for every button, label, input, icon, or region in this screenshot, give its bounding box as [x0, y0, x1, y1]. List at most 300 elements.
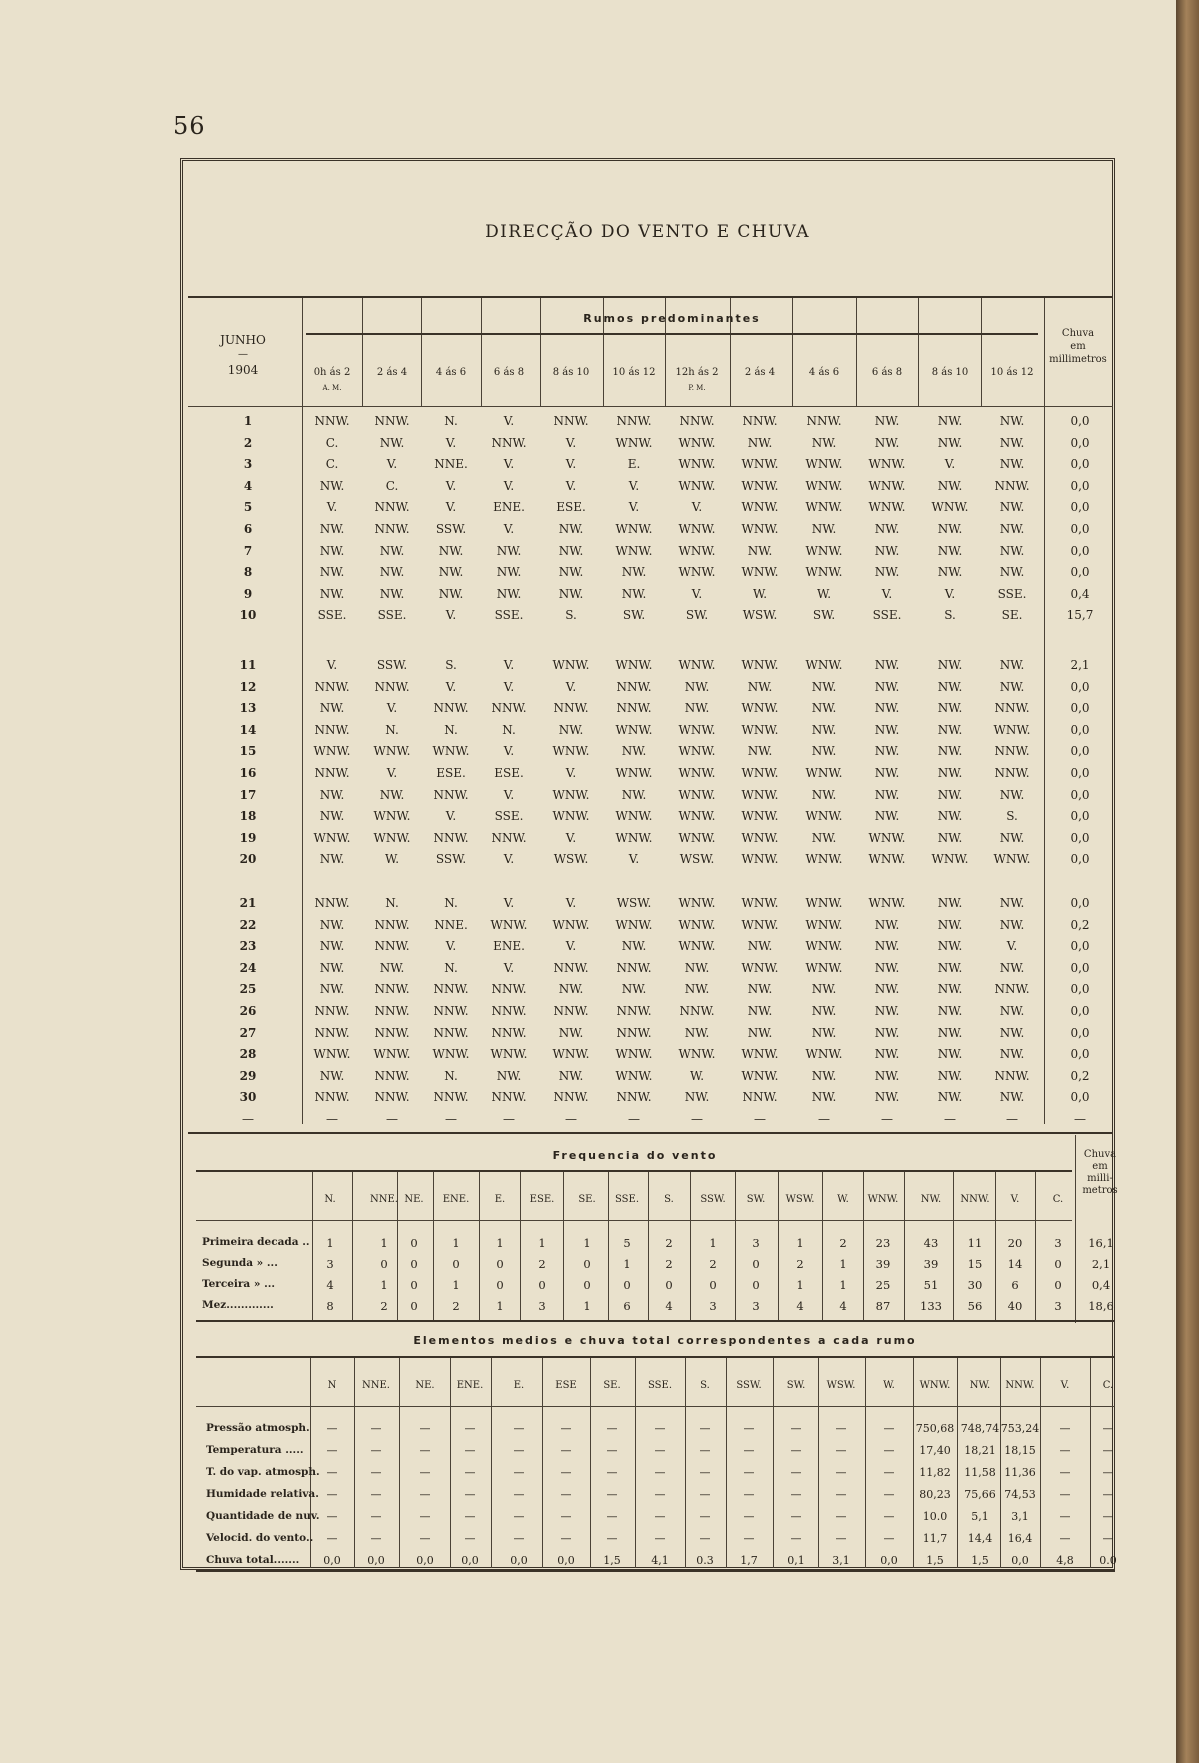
wind-direction-cell: V. — [1006, 939, 1018, 954]
wind-direction-cell: NW. — [811, 435, 837, 450]
frequencia-cell: 51 — [923, 1278, 939, 1292]
wind-direction-cell: WNW. — [741, 896, 779, 910]
wind-direction-cell: E. — [627, 457, 641, 472]
wind-direction-cell: WNW. — [552, 787, 590, 802]
wind-direction-cell: NW. — [999, 917, 1025, 932]
elementos-cell: 1,5 — [603, 1554, 621, 1567]
wind-direction-cell: NW. — [558, 722, 584, 737]
wind-direction-cell: WNW. — [552, 658, 590, 672]
wind-direction-cell: NW. — [558, 586, 584, 601]
elementos-cell: — — [835, 1510, 847, 1523]
frequencia-cell: 0 — [1054, 1278, 1062, 1292]
elementos-cell: 11,82 — [919, 1466, 951, 1479]
row-dash: — — [503, 1112, 515, 1126]
wind-direction-cell: NNW. — [742, 1090, 778, 1105]
column-rule — [520, 1172, 521, 1322]
wind-direction-cell: NW. — [937, 565, 963, 580]
wind-direction-cell: V. — [503, 896, 515, 910]
wind-direction-cell: V. — [628, 852, 640, 867]
wind-direction-cell: NW. — [999, 787, 1025, 802]
wind-direction-cell: WNW. — [868, 457, 906, 472]
wind-direction-cell: NNW. — [314, 896, 350, 910]
wind-direction-cell: NW. — [496, 586, 522, 601]
wind-direction-cell: NW. — [874, 787, 900, 802]
wind-direction-cell: WNW. — [552, 917, 590, 932]
wind-direction-cell: NNW. — [553, 701, 589, 716]
wind-direction-cell: NW. — [937, 830, 963, 845]
day-number: 12 — [239, 679, 257, 694]
frequencia-cell: 1 — [380, 1236, 388, 1250]
frequencia-cell: 0 — [752, 1278, 760, 1292]
elementos-cell: — — [1102, 1488, 1114, 1501]
column-rule — [904, 1172, 905, 1322]
elementos-cell: — — [1102, 1532, 1114, 1545]
elementos-cell: 1,5 — [926, 1554, 944, 1567]
column-rule — [608, 1172, 609, 1322]
elementos-column-header: W. — [883, 1380, 895, 1391]
wind-direction-cell: WNW. — [678, 787, 716, 802]
elementos-row-label: Quantidade de nuv. — [206, 1510, 320, 1522]
wind-direction-cell: V. — [445, 939, 457, 954]
wind-direction-cell: SSE. — [317, 608, 347, 623]
wind-direction-cell: NNW. — [491, 830, 527, 845]
elementos-column-header: NW. — [969, 1380, 991, 1391]
wind-direction-cell: NW. — [811, 1090, 837, 1105]
elementos-cell: — — [606, 1466, 618, 1479]
wind-direction-cell: NW. — [999, 960, 1025, 975]
wind-direction-cell: NW. — [684, 701, 710, 716]
wind-direction-cell: NW. — [558, 982, 584, 997]
period-header: 2 ás 4 — [744, 367, 776, 378]
wind-direction-cell: NW. — [937, 939, 963, 954]
wind-direction-cell: WNW. — [678, 917, 716, 932]
frequencia-cell: 1 — [796, 1236, 804, 1250]
wind-direction-cell: NW. — [811, 701, 837, 716]
wind-direction-cell: WNW. — [805, 1047, 843, 1062]
wind-direction-cell: NW. — [621, 586, 647, 601]
wind-direction-cell: V. — [386, 701, 398, 716]
wind-direction-cell: WNW. — [993, 722, 1031, 737]
row-dash: — — [944, 1112, 956, 1126]
wind-direction-cell: V. — [445, 478, 457, 493]
frequencia-rain-header: metros — [1082, 1185, 1118, 1196]
rule-line — [188, 1132, 1113, 1134]
wind-direction-cell: NW. — [999, 543, 1025, 558]
wind-direction-cell: WNW. — [552, 809, 590, 824]
frequencia-column-header: SE. — [578, 1194, 596, 1205]
column-rule — [354, 1358, 355, 1568]
elementos-cell: — — [326, 1532, 338, 1545]
wind-direction-cell: WNW. — [805, 917, 843, 932]
wind-direction-cell: V. — [691, 500, 703, 515]
rain-value-cell: 0,0 — [1070, 787, 1090, 802]
column-rule — [635, 1358, 636, 1568]
rule-line — [306, 333, 1038, 335]
day-number: 27 — [239, 1025, 257, 1040]
day-number: 16 — [239, 766, 257, 780]
wind-direction-cell: NW. — [874, 414, 900, 428]
wind-direction-cell: NW. — [319, 478, 345, 493]
wind-direction-cell: NW. — [811, 722, 837, 737]
row-dash: — — [628, 1112, 640, 1126]
frequencia-cell: 40 — [1007, 1299, 1023, 1313]
rain-value-cell: 0,0 — [1070, 543, 1090, 558]
period-header: 8 ás 10 — [552, 367, 590, 378]
elementos-cell: — — [790, 1422, 802, 1435]
wind-direction-cell: NNW. — [374, 1090, 410, 1105]
wind-direction-cell: NNW. — [314, 1025, 350, 1040]
rain-header-text: millimetros — [1049, 354, 1107, 365]
wind-direction-cell: NNW. — [314, 722, 350, 737]
day-number: 6 — [243, 522, 253, 536]
frequencia-cell: 2 — [796, 1257, 804, 1271]
day-number: 4 — [243, 478, 253, 493]
elementos-cell: — — [560, 1444, 572, 1457]
period-header: 0h ás 2 — [313, 367, 351, 378]
frequencia-cell: 3 — [538, 1299, 546, 1313]
rule-line — [196, 1320, 1115, 1322]
wind-direction-cell: WNW. — [741, 478, 779, 493]
elementos-cell: 750,68 — [915, 1422, 955, 1435]
wind-direction-cell: NW. — [999, 522, 1025, 536]
wind-direction-cell: NW. — [937, 766, 963, 780]
column-rule — [433, 1172, 434, 1322]
wind-direction-cell: NNW. — [374, 522, 410, 536]
wind-direction-cell: NW. — [937, 722, 963, 737]
frequencia-cell: 4 — [326, 1278, 334, 1292]
wind-direction-cell: V. — [503, 478, 515, 493]
wind-direction-cell: V. — [503, 960, 515, 975]
wind-direction-cell: NW. — [319, 917, 345, 932]
rain-value-cell: 0,0 — [1070, 522, 1090, 536]
rumos-heading: Rumos predominantes — [583, 312, 761, 325]
wind-direction-cell: NW. — [937, 701, 963, 716]
elementos-cell: — — [1059, 1488, 1071, 1501]
frequencia-cell: 56 — [967, 1299, 983, 1313]
elementos-cell: — — [835, 1444, 847, 1457]
wind-direction-cell: N. — [502, 722, 516, 737]
wind-direction-cell: NW. — [496, 565, 522, 580]
elementos-cell: — — [560, 1422, 572, 1435]
frequencia-cell: 1 — [583, 1299, 591, 1313]
frequencia-cell: 0 — [623, 1278, 631, 1292]
elementos-cell: — — [835, 1488, 847, 1501]
wind-direction-cell: NNW. — [374, 500, 410, 515]
elementos-cell: — — [1102, 1466, 1114, 1479]
elementos-cell: 18,21 — [964, 1444, 996, 1457]
wind-direction-cell: NNW. — [374, 939, 410, 954]
frequencia-cell: 20 — [1007, 1236, 1023, 1250]
wind-direction-cell: WNW. — [741, 457, 779, 472]
wind-direction-cell: NW. — [937, 543, 963, 558]
frequencia-cell: 1 — [583, 1236, 591, 1250]
rule-line — [196, 1170, 1072, 1172]
wind-direction-cell: NNW. — [679, 414, 715, 428]
frequencia-cell: 3 — [1054, 1236, 1062, 1250]
day-number: 15 — [239, 744, 257, 759]
frequencia-column-header: ESE. — [529, 1194, 555, 1205]
wind-direction-cell: NW. — [874, 766, 900, 780]
frequencia-cell: 1 — [538, 1236, 546, 1250]
elementos-cell: — — [883, 1510, 895, 1523]
elementos-cell: — — [606, 1532, 618, 1545]
wind-direction-cell: NNW. — [994, 1068, 1030, 1083]
period-header: 4 ás 6 — [808, 367, 840, 378]
frequencia-cell: 0 — [538, 1278, 546, 1292]
elementos-column-header: NNE. — [362, 1380, 390, 1391]
wind-direction-cell: NW. — [747, 1004, 773, 1018]
wind-direction-cell: WNW. — [678, 830, 716, 845]
elementos-cell: — — [326, 1488, 338, 1501]
frequencia-cell: 2 — [665, 1257, 673, 1271]
wind-direction-cell: NW. — [937, 1047, 963, 1062]
wind-direction-cell: NW. — [874, 543, 900, 558]
wind-direction-cell: NW. — [874, 1004, 900, 1018]
elementos-cell: — — [606, 1488, 618, 1501]
wind-direction-cell: NNW. — [553, 1090, 589, 1105]
wind-direction-cell: WNW. — [678, 522, 716, 536]
wind-direction-cell: V. — [565, 435, 577, 450]
wind-direction-cell: WNW. — [805, 500, 843, 515]
frequencia-cell: 0 — [410, 1299, 418, 1313]
rain-value-cell: 0,0 — [1070, 500, 1090, 515]
elementos-cell: — — [606, 1510, 618, 1523]
elementos-cell: — — [790, 1444, 802, 1457]
wind-direction-cell: NW. — [438, 565, 464, 580]
wind-direction-cell: WNW. — [741, 917, 779, 932]
elementos-cell: — — [419, 1532, 431, 1545]
rain-value-cell: 15,7 — [1066, 608, 1094, 623]
wind-direction-cell: WNW. — [373, 830, 411, 845]
wind-direction-cell: SSE. — [494, 809, 524, 824]
wind-direction-cell: NNW. — [616, 960, 652, 975]
wind-direction-cell: WNW. — [805, 896, 843, 910]
wind-direction-cell: V. — [503, 522, 515, 536]
wind-direction-cell: N. — [444, 722, 458, 737]
frequencia-cell: 3 — [752, 1236, 760, 1250]
wind-direction-cell: NNW. — [314, 1004, 350, 1018]
frequencia-column-header: SW. — [746, 1194, 766, 1205]
elementos-cell: — — [1059, 1532, 1071, 1545]
elementos-column-header: C. — [1102, 1380, 1114, 1391]
frequencia-column-header: E. — [494, 1194, 506, 1205]
frequencia-cell: 1 — [839, 1257, 847, 1271]
wind-direction-cell: WNW. — [805, 939, 843, 954]
wind-direction-cell: NW. — [319, 586, 345, 601]
elementos-cell: 4,1 — [651, 1554, 669, 1567]
column-rule — [778, 1172, 779, 1322]
wind-direction-cell: NW. — [999, 658, 1025, 672]
wind-direction-cell: NW. — [811, 1025, 837, 1040]
frequencia-column-header: W. — [837, 1194, 849, 1205]
wind-direction-cell: NW. — [558, 565, 584, 580]
wind-direction-cell: NNW. — [491, 435, 527, 450]
elementos-cell: — — [419, 1466, 431, 1479]
wind-direction-cell: NW. — [811, 1068, 837, 1083]
wind-direction-cell: NW. — [319, 701, 345, 716]
wind-direction-cell: V. — [503, 787, 515, 802]
day-number: 23 — [239, 939, 257, 954]
column-rule — [690, 1172, 691, 1322]
wind-direction-cell: NW. — [558, 1025, 584, 1040]
wind-direction-cell: NW. — [874, 917, 900, 932]
wind-direction-cell: NNW. — [994, 982, 1030, 997]
wind-direction-cell: NW. — [999, 457, 1025, 472]
wind-direction-cell: WNW. — [615, 917, 653, 932]
wind-direction-cell: NW. — [874, 1025, 900, 1040]
rule-line — [196, 1220, 1072, 1221]
wind-direction-cell: SW. — [622, 608, 646, 623]
wind-direction-cell: V. — [386, 766, 398, 780]
wind-direction-cell: W. — [816, 586, 832, 601]
wind-direction-cell: SSW. — [435, 522, 467, 536]
period-header: 8 ás 10 — [931, 367, 969, 378]
elementos-cell: 11,36 — [1004, 1466, 1036, 1479]
day-number: 17 — [239, 787, 257, 802]
rain-value-cell: 0,0 — [1070, 1004, 1090, 1018]
wind-direction-cell: WNW. — [313, 1047, 351, 1062]
wind-direction-cell: C. — [325, 457, 339, 472]
elementos-cell: 75,66 — [964, 1488, 996, 1501]
day-number: 20 — [239, 852, 257, 867]
column-rule — [865, 1358, 866, 1568]
frequencia-cell: 1 — [380, 1278, 388, 1292]
wind-direction-cell: WNW. — [678, 939, 716, 954]
elementos-cell: 14,4 — [967, 1532, 993, 1545]
wind-direction-cell: V. — [565, 830, 577, 845]
wind-direction-cell: WNW. — [868, 896, 906, 910]
elementos-column-header: SSE. — [647, 1380, 673, 1391]
elementos-cell: 0,1 — [787, 1554, 805, 1567]
wind-direction-cell: V. — [445, 500, 457, 515]
frequencia-cell: 3 — [1054, 1299, 1062, 1313]
elementos-cell: — — [560, 1532, 572, 1545]
wind-direction-cell: ESE. — [494, 766, 524, 780]
elementos-cell: — — [699, 1422, 711, 1435]
column-rule — [352, 1172, 353, 1322]
frequencia-cell: 14 — [1007, 1257, 1023, 1271]
elementos-cell: — — [743, 1488, 755, 1501]
wind-direction-cell: SSE. — [377, 608, 407, 623]
column-rule — [1075, 1135, 1076, 1323]
wind-direction-cell: WNW. — [678, 565, 716, 580]
wind-direction-cell: WNW. — [931, 852, 969, 867]
column-rule — [1000, 1358, 1001, 1568]
wind-direction-cell: NNW. — [374, 982, 410, 997]
elementos-cell: — — [1059, 1510, 1071, 1523]
column-rule — [542, 1358, 543, 1568]
frequencia-cell: 1 — [496, 1299, 504, 1313]
wind-direction-cell: NNW. — [374, 1068, 410, 1083]
wind-direction-cell: NNW. — [742, 414, 778, 428]
frequencia-cell: 0 — [410, 1257, 418, 1271]
wind-direction-cell: V. — [565, 679, 577, 694]
wind-direction-cell: V. — [944, 457, 956, 472]
wind-direction-cell: NNW. — [491, 982, 527, 997]
day-number: 2 — [243, 435, 253, 450]
frequencia-row-label: Terceira » ... — [202, 1278, 276, 1290]
wind-direction-cell: NW. — [874, 1090, 900, 1105]
wind-direction-cell: W. — [752, 586, 768, 601]
wind-direction-cell: NW. — [747, 744, 773, 759]
frequencia-column-header: NE. — [404, 1194, 424, 1205]
column-rule — [818, 1358, 819, 1568]
wind-direction-cell: V. — [503, 658, 515, 672]
row-dash: — — [1006, 1112, 1018, 1126]
month-label: JUNHO — [220, 333, 266, 347]
wind-direction-cell: NNW. — [994, 701, 1030, 716]
page-edge — [1176, 0, 1199, 1763]
wind-direction-cell: NW. — [747, 679, 773, 694]
wind-direction-cell: NW. — [874, 939, 900, 954]
elementos-column-header: V. — [1060, 1380, 1070, 1391]
day-number: 1 — [243, 414, 253, 428]
wind-direction-cell: W. — [384, 852, 400, 867]
wind-direction-cell: NW. — [937, 809, 963, 824]
period-header: 12h ás 2 — [675, 367, 719, 378]
wind-direction-cell: NNW. — [994, 744, 1030, 759]
period-header: 6 ás 8 — [493, 367, 525, 378]
wind-direction-cell: NNW. — [491, 1090, 527, 1105]
wind-direction-cell: WNW. — [615, 1068, 653, 1083]
wind-direction-cell: NW. — [937, 1004, 963, 1018]
elementos-cell: — — [606, 1422, 618, 1435]
wind-direction-cell: WNW. — [805, 543, 843, 558]
elementos-cell: — — [370, 1422, 382, 1435]
elementos-cell: 3,1 — [832, 1554, 850, 1567]
wind-direction-cell: C. — [325, 435, 339, 450]
frequencia-cell: 0 — [752, 1257, 760, 1271]
frequencia-cell: 1 — [452, 1278, 460, 1292]
elementos-cell: — — [835, 1466, 847, 1479]
frequencia-cell: 0 — [1054, 1257, 1062, 1271]
row-dash: — — [386, 1112, 398, 1126]
elementos-cell: — — [419, 1488, 431, 1501]
elementos-cell: 0,0 — [461, 1554, 479, 1567]
wind-direction-cell: WNW. — [678, 478, 716, 493]
column-rule — [1090, 1358, 1091, 1568]
elementos-cell: — — [743, 1510, 755, 1523]
elementos-cell: — — [883, 1466, 895, 1479]
elementos-cell: — — [606, 1444, 618, 1457]
elementos-cell: — — [654, 1422, 666, 1435]
frequencia-cell: 3 — [752, 1299, 760, 1313]
frequencia-rain-header: em — [1092, 1161, 1108, 1172]
wind-direction-cell: V. — [881, 586, 893, 601]
elementos-cell: 0,0 — [1011, 1554, 1029, 1567]
wind-direction-cell: NNW. — [314, 679, 350, 694]
wind-direction-cell: NW. — [999, 500, 1025, 515]
day-number: 30 — [239, 1090, 257, 1105]
column-rule — [953, 1172, 954, 1322]
elementos-column-header: SSW. — [736, 1380, 762, 1391]
elementos-cell: — — [419, 1422, 431, 1435]
elementos-cell: 11,58 — [964, 1466, 996, 1479]
elementos-cell: — — [654, 1532, 666, 1545]
rain-value-cell: 0,0 — [1070, 852, 1090, 867]
frequencia-column-header: SSW. — [700, 1194, 726, 1205]
wind-direction-cell: WNW. — [741, 701, 779, 716]
row-dash: — — [1074, 1112, 1086, 1126]
elementos-column-header: SE. — [603, 1380, 621, 1391]
frequencia-cell: 1 — [326, 1236, 334, 1250]
wind-direction-cell: NNW. — [616, 1004, 652, 1018]
frequencia-cell: 25 — [875, 1278, 891, 1292]
frequencia-column-header: ENE. — [442, 1194, 470, 1205]
wind-direction-cell: NW. — [319, 522, 345, 536]
wind-direction-cell: NW. — [874, 435, 900, 450]
page-title: DIRECÇÃO DO VENTO E CHUVA — [485, 222, 810, 242]
